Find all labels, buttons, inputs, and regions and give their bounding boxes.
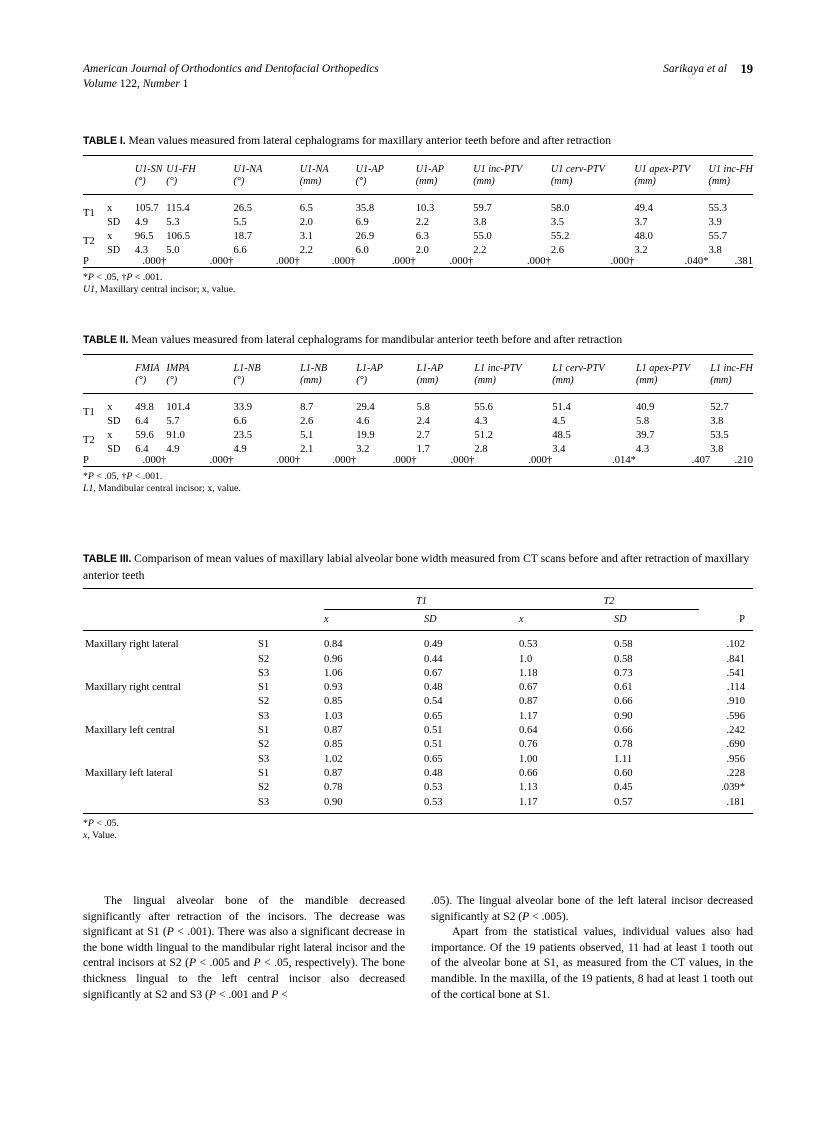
table-cell: 4.3	[635, 443, 650, 455]
table-cell: 2.6	[550, 244, 565, 256]
table-cell: 1.00	[519, 753, 538, 765]
table-cell: 4.9	[233, 443, 247, 455]
p-value-cell: .956	[726, 753, 745, 765]
column-header: x	[324, 610, 424, 631]
table-cell: 3.2	[634, 244, 648, 256]
table-cell: 0.48	[424, 682, 443, 694]
column-header: L1-NB (mm)	[300, 356, 356, 394]
table-cell: 3.2	[356, 443, 370, 455]
table-cell: 18.7	[233, 230, 253, 242]
table-cell: 5.8	[416, 401, 430, 413]
table-cell: 0.58	[614, 653, 633, 665]
journal-title: American Journal of Orthodontics and Dentofacial Orthopedics	[83, 63, 379, 75]
p-value-cell: .910	[726, 696, 745, 708]
site-label: S1	[258, 682, 270, 694]
table-row	[83, 194, 753, 214]
table-3-note-2: x, Value.	[83, 830, 117, 842]
site-label: S1	[258, 639, 270, 651]
column-header: U1-AP (°)	[356, 157, 416, 195]
table-cell: 2.2	[299, 244, 313, 256]
table-row	[83, 707, 753, 721]
table-cell: 29.4	[356, 401, 375, 413]
site-label: S2	[258, 696, 270, 708]
site-label: S3	[258, 710, 270, 722]
table-1-note-1: *P < .05, †P < .001.	[83, 271, 163, 283]
row-label	[83, 793, 258, 807]
table-cell: 3.1	[299, 230, 313, 242]
table-cell: 6.4	[135, 443, 149, 455]
table-cell: 6.6	[233, 415, 247, 427]
paragraph: .05). The lingual alveolar bone of the left lateral incisor decreased significantly at S2 (P < .005).	[431, 894, 753, 923]
table-cell: 0.76	[519, 739, 538, 751]
table-cell: 55.2	[550, 230, 570, 242]
table-row	[83, 413, 753, 427]
p-value-cell: .000†	[417, 455, 475, 467]
column-header: L1 inc-PTV (mm)	[474, 356, 552, 394]
table-cell: 0.87	[324, 725, 343, 737]
p-value-cell: .541	[726, 667, 745, 679]
table-cell: 0.66	[614, 725, 633, 737]
table-cell: 5.1	[300, 429, 314, 441]
table-cell: 49.4	[634, 202, 653, 214]
p-value-cell: .181	[726, 796, 745, 808]
table-cell: 3.8	[710, 415, 724, 427]
p-label: P	[83, 256, 107, 268]
table-cell: 48.0	[634, 230, 653, 242]
table-cell: 0.58	[614, 639, 633, 651]
p-value-cell: .000†	[135, 455, 166, 467]
group-label: T2	[83, 435, 95, 446]
table-cell: 3.9	[708, 216, 722, 228]
table-cell: 1.02	[324, 753, 343, 765]
table-cell: 2.2	[415, 216, 429, 228]
column-header: U1-SN (°)	[135, 157, 166, 195]
table-cell: 1.13	[519, 782, 538, 794]
table-2-note-2: L1, Mandibular central incisor; x, value.	[83, 483, 241, 494]
p-value-cell: .000†	[166, 455, 233, 467]
table-cell: 55.7	[708, 230, 728, 242]
table-cell: 0.45	[614, 782, 633, 794]
p-value-cell: .114	[726, 682, 745, 694]
p-value-cell: .000†	[300, 455, 356, 467]
table-cell: 0.93	[324, 682, 343, 694]
span-header-t2: T2	[519, 590, 699, 610]
p-value-cell: .000†	[416, 256, 474, 268]
table-1-caption	[83, 133, 753, 150]
table-cell: 10.3	[415, 202, 435, 214]
table-row	[83, 793, 753, 807]
stat-label: x	[107, 429, 113, 441]
table-cell: 5.7	[166, 415, 180, 427]
p-value-cell: .242	[726, 725, 745, 737]
stat-label: SD	[107, 244, 121, 256]
table-row	[83, 665, 753, 679]
table-3	[83, 588, 753, 814]
column-header: SD	[614, 610, 699, 631]
p-value-cell: .000†	[233, 455, 300, 467]
row-label: Maxillary left central	[85, 725, 176, 737]
p-value-cell: .040*	[634, 256, 708, 268]
table-cell: 6.5	[299, 202, 313, 214]
p-value-cell: .000†	[473, 256, 551, 268]
table-cell: 52.7	[710, 401, 729, 413]
column-header: L1 apex-PTV (mm)	[636, 356, 710, 394]
table-cell: 0.87	[519, 696, 538, 708]
table-row	[83, 427, 753, 441]
table-cell: 105.7	[134, 202, 159, 214]
table-cell: 0.67	[519, 682, 538, 694]
column-header: U1 inc-PTV (mm)	[473, 157, 551, 195]
table-cell: 96.5	[134, 230, 154, 242]
table-cell: 1.03	[324, 710, 343, 722]
table-cell: 51.2	[474, 429, 493, 441]
table-1-caption-text: Mean values measured from lateral cephalograms for maxillary anterior teeth before and after retraction	[128, 134, 611, 147]
column-header: U1 cerv-PTV (mm)	[551, 157, 634, 195]
table-cell: 1.7	[416, 443, 430, 455]
row-label	[83, 779, 258, 793]
column-header: L1 cerv-PTV (mm)	[552, 356, 636, 394]
table-2-caption	[83, 332, 753, 349]
table-cell: 1.0	[519, 653, 533, 665]
site-label: S1	[258, 725, 270, 737]
stat-label: x	[107, 230, 113, 242]
table-cell: 8.7	[300, 401, 314, 413]
table-3-caption-text: Comparison of mean values of maxillary labial alveolar bone width measured from CT scans before and after retraction of maxillary anterior teeth	[83, 552, 750, 582]
p-value-cell: .000†	[135, 256, 166, 268]
number-label: Number	[142, 78, 180, 90]
table-cell: 91.0	[166, 429, 185, 441]
stat-label: SD	[107, 443, 121, 455]
site-label: S1	[258, 767, 270, 779]
group-label: T1	[83, 208, 95, 219]
table-header-row	[83, 356, 753, 394]
table-cell: 35.8	[355, 202, 375, 214]
table-cell: 4.3	[134, 244, 149, 256]
p-value-cell: .407	[636, 455, 710, 467]
table-3-span-header-row	[83, 590, 753, 610]
table-cell: 0.73	[614, 667, 633, 679]
table-cell: 39.7	[635, 429, 655, 441]
table-cell: 0.87	[324, 767, 343, 779]
table-cell: 4.3	[474, 415, 488, 427]
table-2-note-1: *P < .05, †P < .001.	[83, 470, 163, 482]
table-cell: 0.53	[424, 782, 443, 794]
table-row	[83, 242, 753, 256]
table-row	[83, 750, 753, 764]
p-value-cell: .841	[726, 653, 745, 665]
table-3-note-1: *P < .05.	[83, 817, 120, 829]
p-value-cell: .000†	[166, 256, 233, 268]
paragraph: The lingual alveolar bone of the mandible decreased significantly after retraction of the incisors. The decrease was significant at S1 (P < .001). There was also a significant decrease in the bone width lingual to the mandibular right lateral incisor and the central incisors at S2 (P < .005 and P < .05, respectively). The bone thickness lingual to the left central incisor also decreased significantly at S2 and S3 (P < .001 and P <	[83, 894, 406, 1001]
table-cell: 3.8	[708, 244, 722, 256]
p-value-cell: .014*	[552, 455, 636, 467]
row-label: Maxillary right central	[85, 682, 181, 694]
column-header: U1-FH (°)	[166, 157, 233, 195]
p-value-cell: .000†	[356, 256, 416, 268]
table-cell: 4.6	[356, 415, 370, 427]
table-cell: 0.90	[324, 796, 343, 808]
table-cell: 26.5	[233, 202, 253, 214]
table-cell: 0.66	[614, 696, 633, 708]
site-label: S2	[258, 653, 270, 665]
column-header: L1-AP (°)	[356, 356, 416, 394]
row-label	[83, 736, 258, 750]
stat-label: x	[107, 202, 113, 214]
p-value-cell: .596	[726, 710, 745, 722]
table-1-note-2: U1, Maxillary central incisor; x, value.	[83, 284, 236, 295]
number-value: 1	[179, 78, 189, 90]
table-cell: 2.8	[474, 443, 488, 455]
table-cell: 2.7	[416, 429, 430, 441]
row-label	[83, 665, 258, 679]
table-cell: 2.0	[299, 216, 313, 228]
table-cell: 0.54	[424, 696, 443, 708]
column-header: L1-AP (mm)	[417, 356, 475, 394]
table-3-notes	[83, 818, 753, 843]
row-label: Maxillary right lateral	[85, 639, 179, 651]
table-cell: 3.7	[634, 216, 648, 228]
table-cell: 0.61	[614, 682, 633, 694]
table-cell: 0.49	[424, 639, 443, 651]
article-authors: Sarikaya et al	[663, 63, 727, 75]
table-cell: 0.51	[424, 739, 443, 751]
page-number: 19	[740, 62, 753, 76]
p-value-cell: .228	[726, 767, 745, 779]
table-3-caption	[83, 551, 753, 583]
table-cell: 0.67	[424, 667, 443, 679]
column-header: U1-NA (°)	[233, 157, 299, 195]
table-row-p	[83, 455, 753, 467]
table-cell: 0.78	[324, 782, 343, 794]
table-cell: 0.53	[424, 796, 443, 808]
table-3-label: TABLE III.	[83, 553, 132, 565]
table-row	[83, 228, 753, 242]
table-1-block	[83, 133, 753, 297]
running-head	[83, 62, 753, 92]
table-row	[83, 679, 753, 693]
row-label	[83, 650, 258, 664]
table-1-label: TABLE I.	[83, 135, 126, 147]
table-cell: 2.6	[300, 415, 314, 427]
table-row	[83, 765, 753, 779]
table-cell: 5.8	[635, 415, 650, 427]
table-cell: 101.4	[166, 401, 191, 413]
table-cell: 5.5	[233, 216, 247, 228]
table-cell: 2.1	[300, 443, 314, 455]
table-cell: 0.51	[424, 725, 443, 737]
site-label: S3	[258, 796, 270, 808]
p-value-cell: .381	[709, 256, 754, 268]
table-cell: 0.96	[324, 653, 343, 665]
table-cell: 48.5	[552, 429, 571, 441]
table-cell: 0.66	[519, 767, 538, 779]
table-cell: 6.0	[355, 244, 369, 256]
p-value-cell: .102	[726, 639, 745, 651]
column-header: L1 inc-FH (mm)	[710, 356, 753, 394]
table-cell: 1.11	[614, 753, 633, 765]
table-2	[83, 354, 753, 467]
column-header: U1 apex-PTV (mm)	[634, 157, 708, 195]
site-label: S2	[258, 739, 270, 751]
table-cell: 0.84	[324, 639, 343, 651]
table-cell: 4.9	[134, 216, 149, 228]
table-cell: 3.5	[550, 216, 565, 228]
paragraph: Apart from the statistical values, individual values also had importance. Of the 19 patients observed, 11 had at least 1 tooth out of the alveolar bone at S1, as measured from the CT values, in the mandible. In the maxilla, of the 19 patients, 8 had at least 1 tooth out of the cortical bone at S1.	[431, 925, 753, 1001]
table-cell: 0.57	[614, 796, 633, 808]
table-cell: 2.2	[473, 244, 487, 256]
column-header: U1-AP (mm)	[416, 157, 474, 195]
stat-label: SD	[107, 216, 121, 228]
table-cell: 0.85	[324, 739, 343, 751]
p-value-cell: .039*	[721, 782, 745, 794]
site-label: S2	[258, 782, 270, 794]
table-cell: 0.60	[614, 767, 633, 779]
table-header-row	[83, 157, 753, 195]
table-cell: 6.9	[355, 216, 369, 228]
table-2-caption-text: Mean values measured from lateral cephalograms for mandibular anterior teeth before and after retraction	[131, 333, 623, 346]
table-cell: 0.48	[424, 767, 443, 779]
row-label: Maxillary left lateral	[85, 767, 173, 779]
table-cell: 0.90	[614, 710, 633, 722]
table-row	[83, 693, 753, 707]
p-label: P	[83, 455, 107, 467]
table-1-notes	[83, 272, 753, 297]
running-head-line-2	[83, 77, 753, 92]
table-row	[83, 441, 753, 455]
table-row	[83, 736, 753, 750]
column-header: U1-NA (mm)	[300, 157, 356, 195]
table-2-block	[83, 332, 753, 496]
table-cell: 55.0	[473, 230, 492, 242]
table-cell: 33.9	[233, 401, 253, 413]
table-cell: 55.6	[474, 401, 493, 413]
stat-label: x	[107, 401, 113, 413]
table-cell: 0.65	[424, 710, 443, 722]
table-cell: 40.9	[635, 401, 655, 413]
p-value-cell: .210	[710, 455, 753, 467]
table-row	[83, 779, 753, 793]
table-cell: 6.4	[135, 415, 149, 427]
table-3-block	[83, 551, 753, 843]
volume-label: Volume	[83, 78, 117, 90]
table-cell: 6.3	[415, 230, 429, 242]
row-label	[83, 707, 258, 721]
span-header-t1: T1	[324, 590, 519, 610]
column-header: IMPA (°)	[166, 356, 233, 394]
table-cell: 0.53	[519, 639, 538, 651]
table-2-notes	[83, 471, 753, 496]
site-label: S3	[258, 753, 270, 765]
table-cell: 0.44	[424, 653, 443, 665]
column-header: SD	[424, 610, 519, 631]
site-label: S3	[258, 667, 270, 679]
table-cell: 4.9	[166, 443, 180, 455]
table-cell: 55.3	[708, 202, 728, 214]
p-value-cell: .000†	[551, 256, 634, 268]
table-cell: 1.17	[519, 710, 538, 722]
table-cell: 23.5	[233, 429, 253, 441]
table-cell: 0.65	[424, 753, 443, 765]
table-cell: 0.78	[614, 739, 633, 751]
table-cell: 0.64	[519, 725, 538, 737]
table-row	[83, 214, 753, 228]
table-cell: 1.06	[324, 667, 343, 679]
body-column-right	[431, 893, 753, 1002]
table-cell: 3.8	[710, 443, 724, 455]
p-value-cell: .000†	[474, 455, 552, 467]
table-cell: 3.8	[473, 216, 487, 228]
table-cell: 59.6	[135, 429, 154, 441]
group-label: T1	[83, 407, 95, 418]
table-cell: 6.6	[233, 244, 247, 256]
table-cell: 0.85	[324, 696, 343, 708]
table-cell: 19.9	[356, 429, 375, 441]
table-cell: 115.4	[166, 202, 190, 214]
table-cell: 1.18	[519, 667, 538, 679]
running-head-line-1	[83, 62, 753, 77]
table-cell: 5.0	[166, 244, 180, 256]
table-3-sub-header-row	[83, 610, 753, 631]
row-label	[83, 750, 258, 764]
table-1	[83, 155, 753, 268]
p-value-cell: .000†	[233, 256, 299, 268]
table-cell: 51.4	[552, 401, 571, 413]
table-row	[83, 631, 753, 651]
p-value-cell: .690	[726, 739, 745, 751]
table-cell: 3.4	[552, 443, 566, 455]
table-cell: 58.0	[550, 202, 570, 214]
table-cell: 5.3	[166, 216, 180, 228]
table-row	[83, 393, 753, 413]
table-row-p	[83, 256, 753, 268]
table-2-label: TABLE II.	[83, 334, 129, 346]
table-cell: 1.17	[519, 796, 538, 808]
column-header: x	[519, 610, 614, 631]
table-cell: 106.5	[166, 230, 191, 242]
column-header: U1 inc-FH (mm)	[709, 157, 754, 195]
table-row	[83, 722, 753, 736]
p-value-cell: .000†	[300, 256, 356, 268]
group-label: T2	[83, 236, 95, 247]
column-header: L1-NB (°)	[233, 356, 300, 394]
body-column-left	[83, 893, 405, 1002]
column-header-p: P	[699, 610, 753, 631]
table-cell: 4.5	[552, 415, 566, 427]
table-cell: 53.5	[710, 429, 729, 441]
p-value-cell: .000†	[356, 455, 416, 467]
body-text	[83, 893, 753, 1068]
table-cell: 2.0	[415, 244, 429, 256]
table-cell: 2.4	[416, 415, 430, 427]
table-cell: 59.7	[473, 202, 492, 214]
table-row	[83, 650, 753, 664]
table-cell: 26.9	[355, 230, 375, 242]
row-label	[83, 693, 258, 707]
column-header: FMIA (°)	[135, 356, 166, 394]
stat-label: SD	[107, 415, 121, 427]
volume-value: 122,	[116, 78, 143, 90]
table-cell: 49.8	[135, 401, 154, 413]
